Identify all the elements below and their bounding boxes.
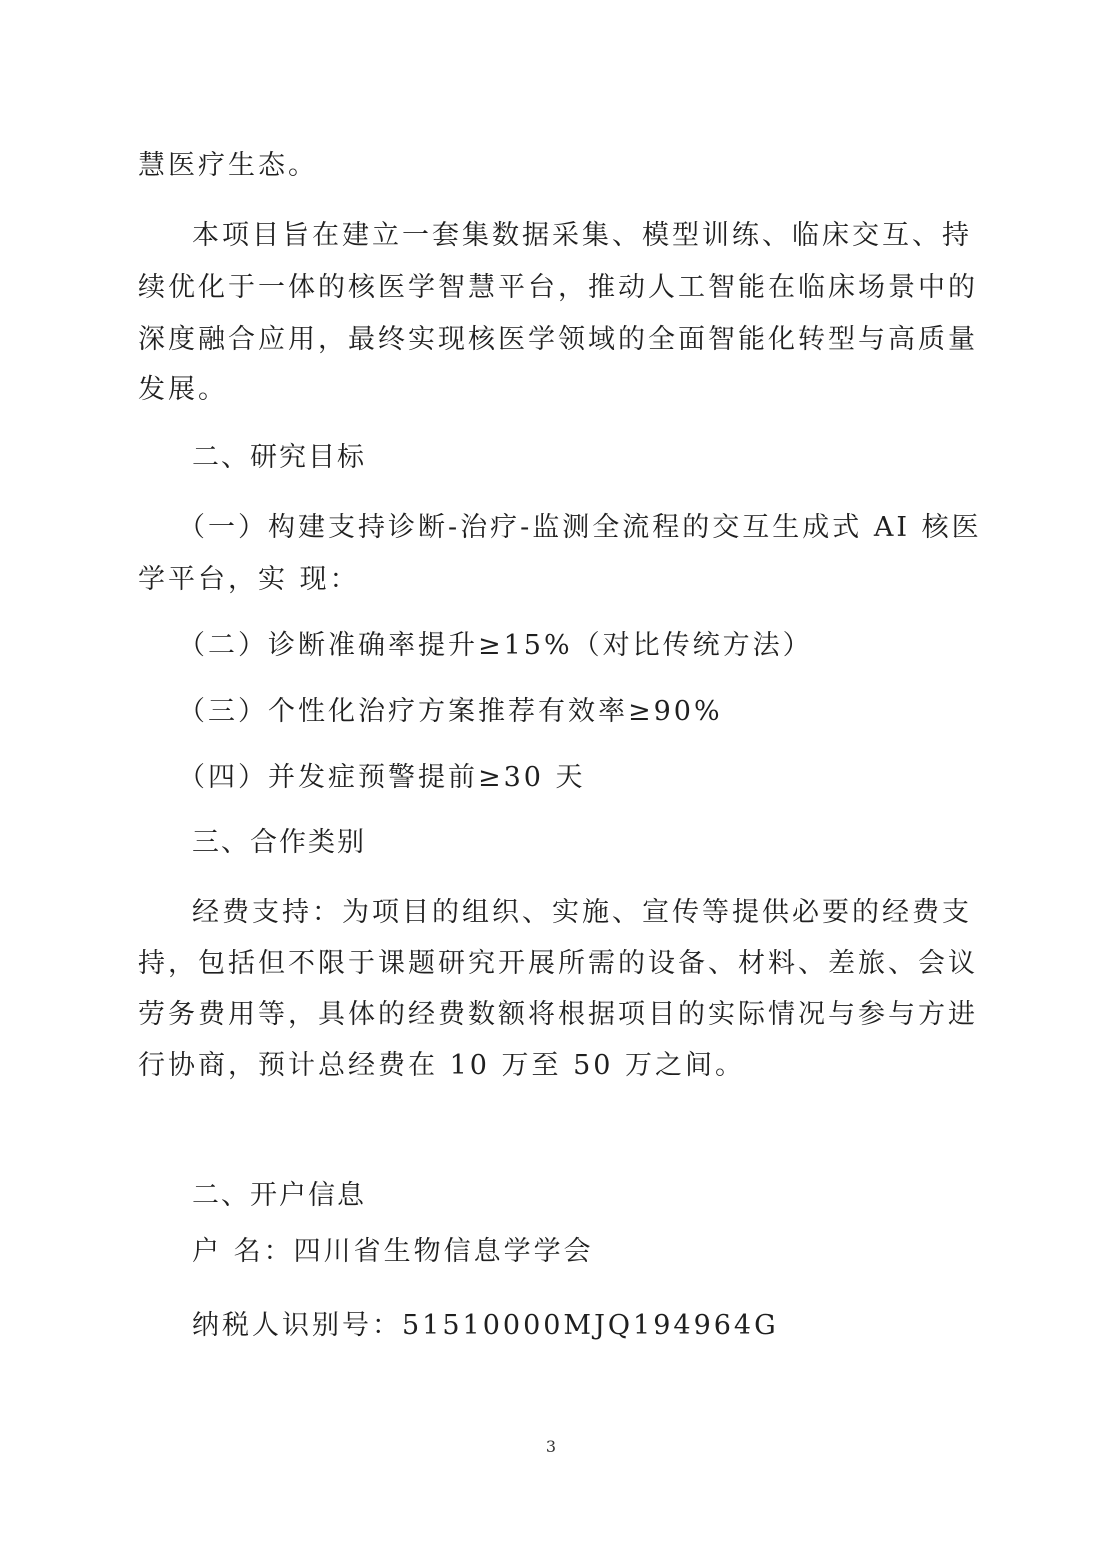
account-name-line: 户 名：四川省生物信息学学会: [192, 1236, 594, 1267]
section-heading-cooperation: 三、合作类别: [192, 827, 366, 858]
objective-paragraph-line-1: 本项目旨在建立一套集数据采集、模型训练、临床交互、持: [192, 220, 972, 251]
goal-item-4: （四）并发症预警提前≥30 天: [178, 762, 586, 793]
section-heading-account-info: 二、开户信息: [192, 1180, 366, 1211]
funding-paragraph-line-1: 经费支持：为项目的组织、实施、宣传等提供必要的经费支: [192, 897, 972, 928]
objective-paragraph-line-2: 续优化于一体的核医学智慧平台，推动人工智能在临床场景中的: [138, 272, 978, 303]
funding-paragraph-line-3: 劳务费用等，具体的经费数额将根据项目的实际情况与参与方进: [138, 999, 978, 1030]
intro-tail-text: 慧医疗生态。: [138, 150, 318, 181]
objective-paragraph-line-3: 深度融合应用，最终实现核医学领域的全面智能化转型与高质量: [138, 324, 978, 355]
goal-item-3: （三）个性化治疗方案推荐有效率≥90%: [178, 696, 723, 727]
goal-item-1-line-2: 学平台，实 现：: [138, 564, 360, 595]
tax-id-line: 纳税人识别号：51510000MJQ194964G: [192, 1310, 779, 1341]
goal-item-2: （二）诊断准确率提升≥15%（对比传统方法）: [178, 630, 813, 661]
section-heading-research-goals: 二、研究目标: [192, 442, 366, 473]
funding-paragraph-line-2: 持，包括但不限于课题研究开展所需的设备、材料、差旅、会议: [138, 948, 978, 979]
objective-paragraph-line-4: 发展。: [138, 374, 228, 405]
goal-item-1-line-1: （一）构建支持诊断-治疗-监测全流程的交互生成式 AI 核医: [178, 512, 982, 543]
funding-paragraph-line-4: 行协商，预计总经费在 10 万至 50 万之间。: [138, 1050, 746, 1081]
page-number: 3: [545, 1437, 557, 1456]
